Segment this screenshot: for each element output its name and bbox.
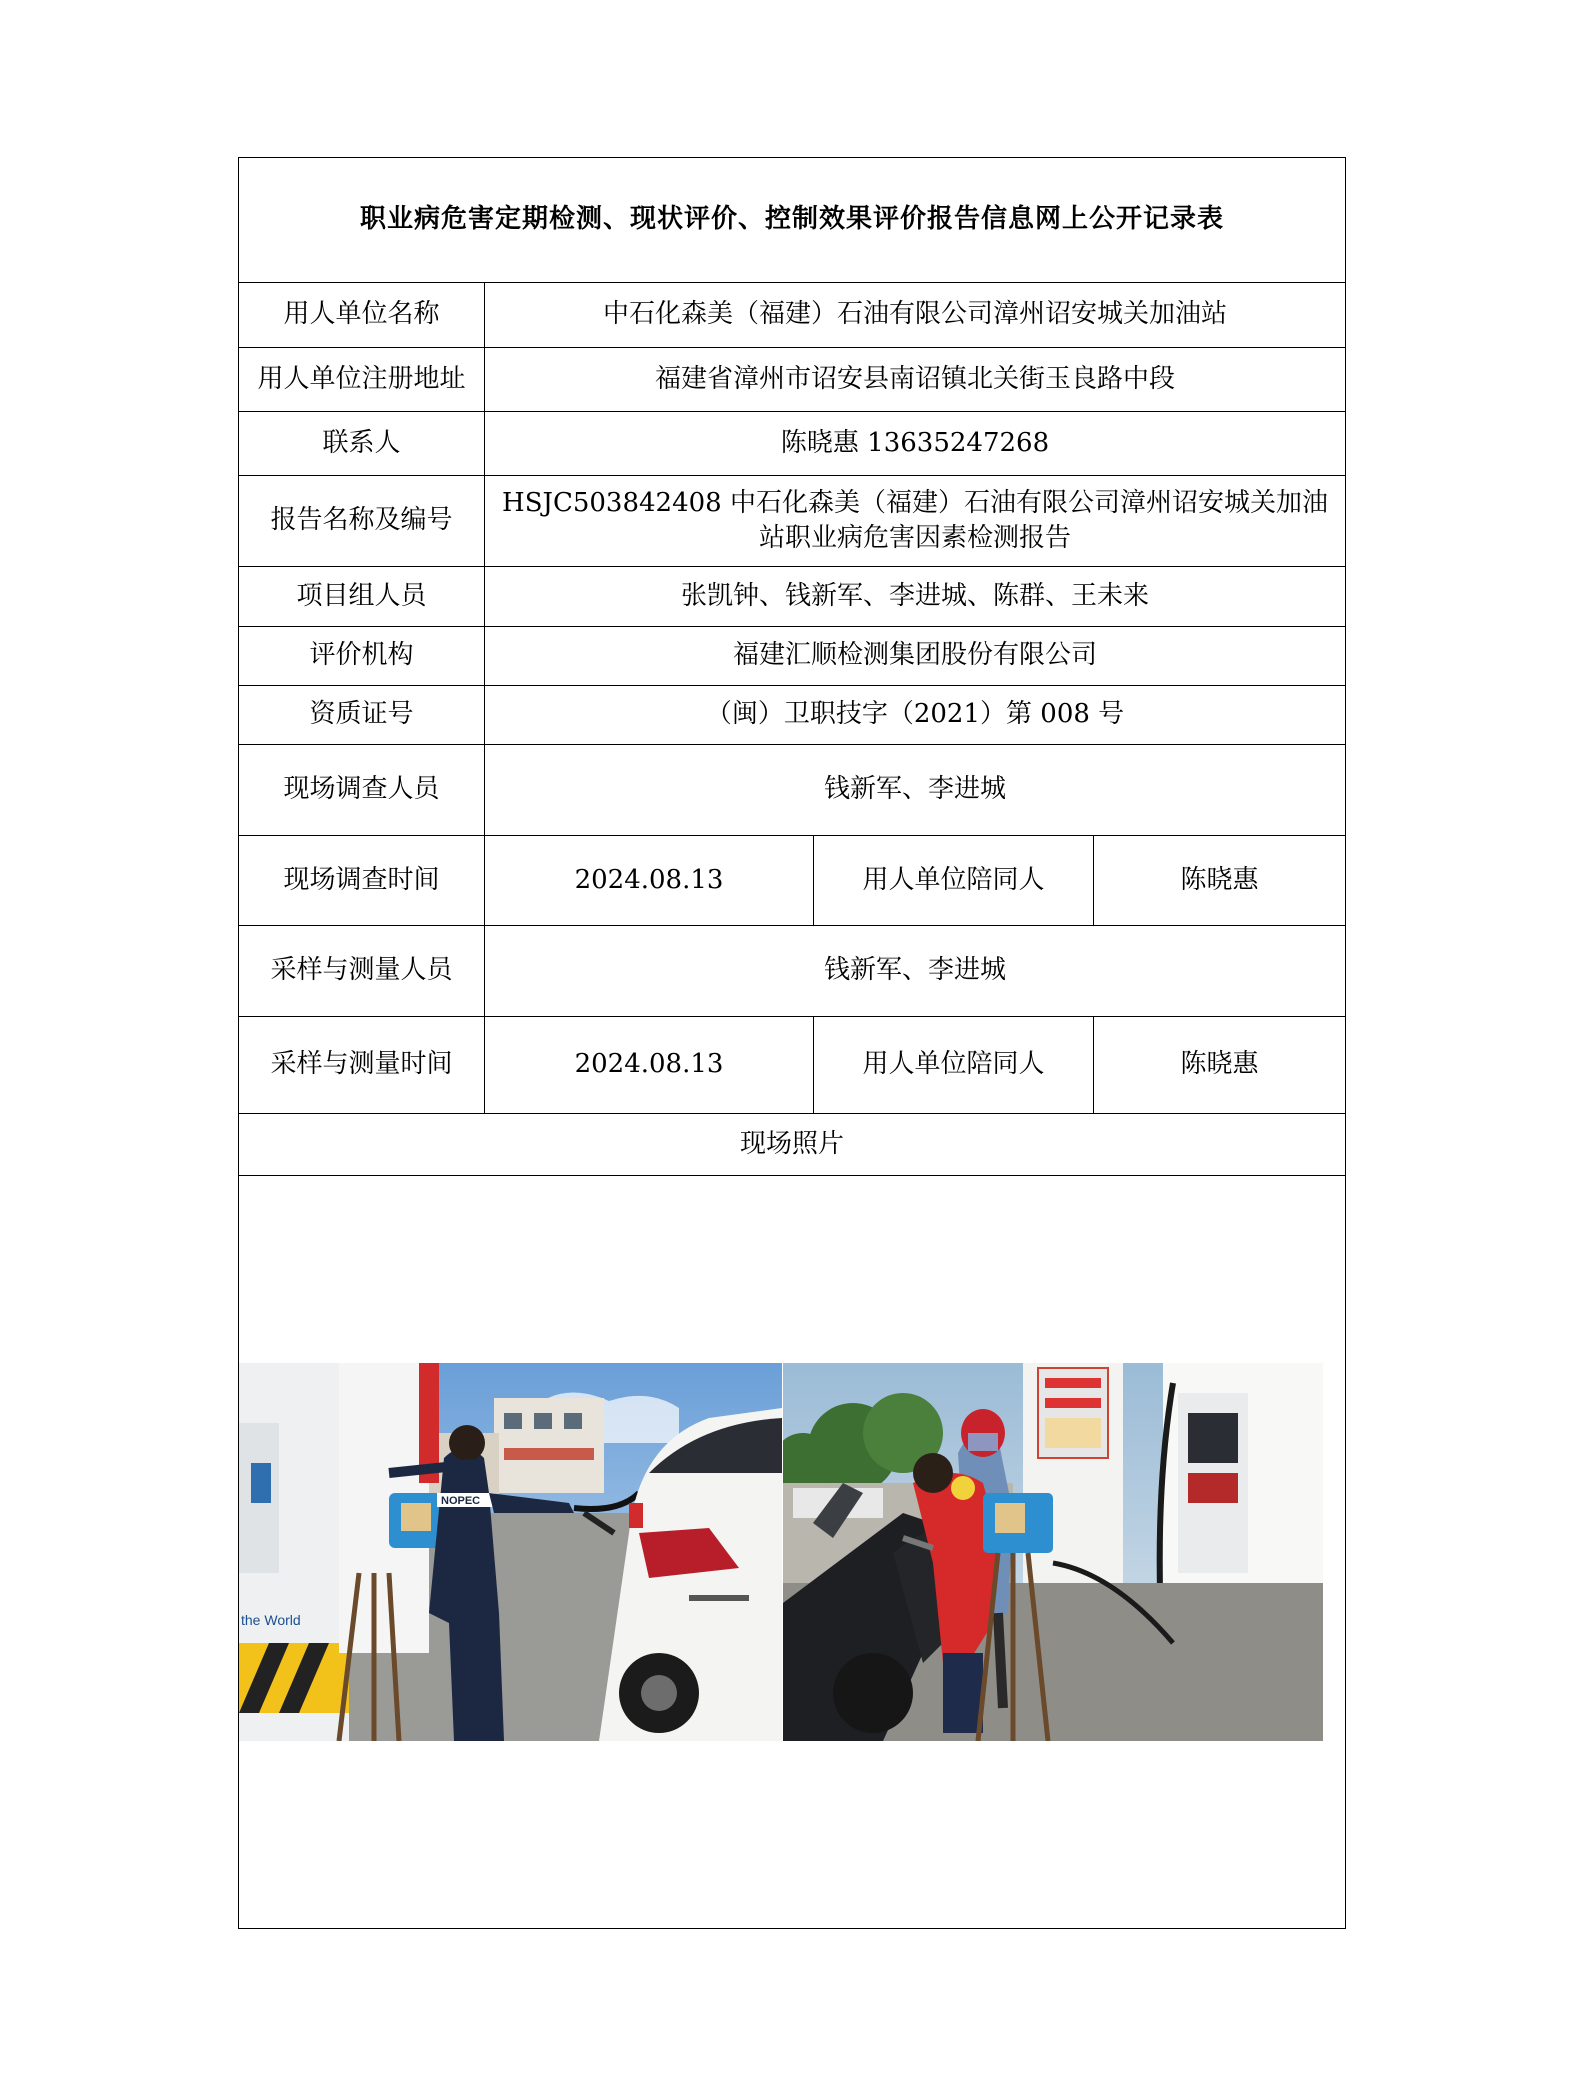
title-row (239, 158, 1346, 283)
contact-label: 联系人 (239, 412, 485, 476)
photo-strip (239, 1363, 1346, 1741)
project-team-label: 项目组人员 (239, 567, 485, 627)
survey-time-row (239, 836, 1346, 926)
sampling-staff-row (239, 926, 1346, 1017)
employer-address-label: 用人单位注册地址 (239, 348, 485, 412)
photo-cell (239, 1176, 1346, 1929)
report-label: 报告名称及编号 (239, 476, 485, 567)
evaluation-org-value: 福建汇顺检测集团股份有限公司 (485, 627, 1346, 686)
survey-companion-label: 用人单位陪同人 (814, 836, 1094, 926)
employer-address-value: 福建省漳州市诏安县南诏镇北关街玉良路中段 (485, 348, 1346, 412)
report-value-line2: 站职业病危害因素检测报告 (759, 523, 1072, 553)
record-table (238, 157, 1346, 1929)
sampling-time-label: 采样与测量时间 (239, 1017, 485, 1114)
survey-staff-row (239, 745, 1346, 836)
survey-time-label: 现场调查时间 (239, 836, 485, 926)
qualification-label: 资质证号 (239, 686, 485, 745)
site-photo-refueling-car-image (239, 1363, 782, 1741)
site-photo-refueling-motorcycle-image (783, 1363, 1323, 1741)
report-row (239, 476, 1346, 567)
sampling-staff-value: 钱新军、李进城 (485, 926, 1346, 1017)
survey-companion-value: 陈晓惠 (1094, 836, 1346, 926)
site-photo-refueling-car (239, 1363, 782, 1741)
survey-staff-value: 钱新军、李进城 (485, 745, 1346, 836)
uniform-logo-text: NOPEC (441, 1495, 481, 1507)
report-value (485, 476, 1346, 567)
record-sheet (238, 157, 1345, 1929)
contact-row (239, 412, 1346, 476)
project-team-value: 张凯钟、钱新军、李进城、陈群、王未来 (485, 567, 1346, 627)
photo-heading: 现场照片 (239, 1114, 1346, 1176)
survey-time-value: 2024.08.13 (485, 836, 814, 926)
employer-name-row (239, 283, 1346, 348)
photo-row (239, 1176, 1346, 1929)
contact-value: 陈晓惠 13635247268 (485, 412, 1346, 476)
sampling-time-value: 2024.08.13 (485, 1017, 814, 1114)
employer-address-row (239, 348, 1346, 412)
project-team-row (239, 567, 1346, 627)
evaluation-org-label: 评价机构 (239, 627, 485, 686)
employer-name-value: 中石化森美（福建）石油有限公司漳州诏安城关加油站 (485, 283, 1346, 348)
report-value-line1: HSJC503842408 中石化森美（福建）石油有限公司漳州诏安城关加油 (502, 487, 1328, 518)
sampling-time-row (239, 1017, 1346, 1114)
photo-heading-row (239, 1114, 1346, 1176)
pump-sign-text: the World (241, 1612, 301, 1628)
sampling-staff-label: 采样与测量人员 (239, 926, 485, 1017)
employer-name-label: 用人单位名称 (239, 283, 485, 348)
sampling-companion-label: 用人单位陪同人 (814, 1017, 1094, 1114)
page-title: 职业病危害定期检测、现状评价、控制效果评价报告信息网上公开记录表 (239, 158, 1346, 283)
survey-staff-label: 现场调查人员 (239, 745, 485, 836)
site-photo-refueling-motorcycle (783, 1363, 1323, 1741)
qualification-value: （闽）卫职技字（2021）第 008 号 (485, 686, 1346, 745)
sampling-companion-value: 陈晓惠 (1094, 1017, 1346, 1114)
evaluation-org-row (239, 627, 1346, 686)
qualification-row (239, 686, 1346, 745)
